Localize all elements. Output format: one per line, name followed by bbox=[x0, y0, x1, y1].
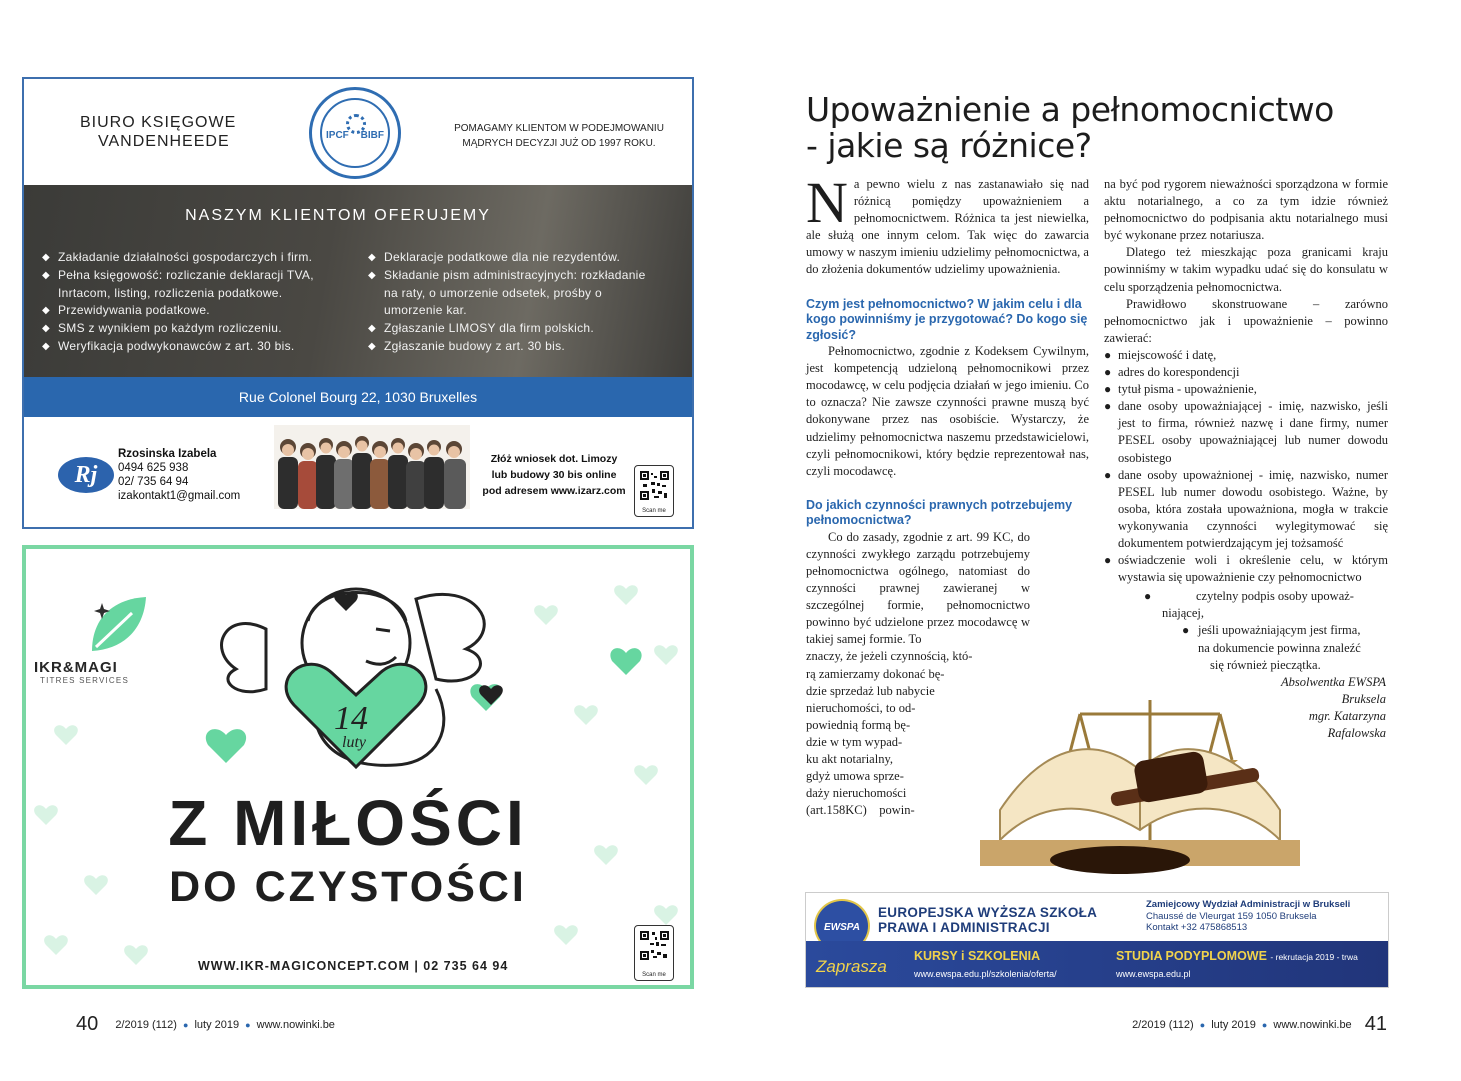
limozy-info: Złóż wniosek dot. Limozy lub budowy 30 bis online pod adresem www.izarz.com bbox=[482, 453, 626, 497]
cupid-heart-illustration bbox=[196, 569, 516, 779]
ewspa-courses: KURSY i SZKOLENIA bbox=[914, 949, 1041, 963]
diamond-icon: ◆ bbox=[368, 340, 376, 352]
dot-icon: ● bbox=[1261, 1020, 1268, 1030]
contact-phone: 02/ 735 64 94 bbox=[118, 476, 189, 488]
dropcap: N bbox=[806, 170, 848, 235]
site-link[interactable]: www.nowinki.be bbox=[256, 1019, 335, 1031]
wrapped-line: daży nieruchomości bbox=[806, 786, 907, 801]
heart-number: 14 bbox=[334, 700, 368, 737]
article-paragraph: Dlatego też mieszkając poza granicami kraju powinniśmy w takim wypadku udać się do konsulatu w celu sporządzenia pełnomocnictwa. bbox=[1104, 245, 1388, 294]
list-item: ● tytuł pisma - upoważnienie, bbox=[1104, 381, 1388, 398]
list-item: ● miejscowość i datę, bbox=[1104, 347, 1388, 364]
leaf-logo-icon bbox=[82, 589, 152, 659]
bullet-icon: ● bbox=[1104, 399, 1112, 414]
accounting-ad-header bbox=[24, 79, 692, 185]
cleaning-title-line2: DO CZYSTOŚCI bbox=[169, 863, 527, 911]
diamond-icon: ◆ bbox=[42, 340, 50, 352]
wrapped-line: dzie w tym wypad- bbox=[806, 734, 903, 749]
contact-email: izakontakt1@gmail.com bbox=[118, 490, 241, 502]
wrapped-line: nieruchomości, to od- bbox=[806, 700, 916, 715]
qr-code-icon[interactable]: Scan me bbox=[634, 465, 674, 517]
wrapped-line: gdyż umowa sprze- bbox=[806, 769, 904, 784]
list-item: ● oświadczenie woli i określenie celu, w którym wystawia się upoważnienie czy pełnomocnictwo bbox=[1104, 553, 1388, 585]
page-footer-right bbox=[1132, 1013, 1387, 1036]
wrapped-line: znaczy, że jeżeli czynnością, któ- bbox=[806, 649, 973, 664]
ewspa-invite: Zaprasza bbox=[816, 957, 887, 976]
ewspa-banner bbox=[805, 892, 1389, 988]
book-gavel-illustration bbox=[940, 690, 1392, 880]
page-footer-left bbox=[76, 1013, 335, 1036]
issue-month: luty 2019 bbox=[1211, 1019, 1256, 1031]
accounting-office-name: BIURO KSIĘGOWE VANDENHEEDE bbox=[80, 114, 237, 150]
wrapped-line: dzie sprzedaż lub nabycie bbox=[806, 683, 935, 698]
ipcf-bibf-seal-icon: IPCF BIBF bbox=[309, 87, 401, 179]
offer-list-left bbox=[40, 249, 360, 356]
article-bullet-list bbox=[1104, 347, 1388, 586]
article-paragraph: Co do zasady, zgodnie z art. 99 KC, do czynności zwykłego zarządu potrzebujemy pełnomocnictwa ogólnego, natomiast do czynności prawnej zawieranej w szczególnej formie, pełnomocnictwo powinno być udzielone przez mocodawcę w takiej samej formie. To bbox=[806, 529, 1030, 647]
wrapped-line: powiednią formą bę- bbox=[806, 717, 911, 732]
article-heading: Czym jest pełnomocnictwo? W jakim celu i dla kogo powinniśmy je przygotować? Do kogo się zgłosić? bbox=[806, 296, 1088, 342]
offer-item: ◆ Zgłaszanie budowy z art. 30 bis. bbox=[366, 338, 686, 356]
bullet-icon: ● bbox=[1104, 382, 1112, 397]
offer-item: ◆ Deklaracje podatkowe dla nie rezydentów. bbox=[366, 249, 686, 267]
offer-title: NASZYM KLIENTOM OFERUJEMY bbox=[185, 207, 491, 224]
offer-item: ◆ Składanie pism administracyjnych: rozkładanie na raty, o umorzenie odsetek, prośby o umorzenie kar. bbox=[368, 267, 646, 318]
dot-icon: ● bbox=[1199, 1020, 1206, 1030]
wrapped-line: ku akt notarialny, bbox=[806, 752, 894, 767]
bullet-icon: ● bbox=[1144, 589, 1152, 604]
accounting-ad-footer bbox=[24, 417, 692, 527]
ewspa-school-name: EUROPEJSKA WYŻSZA SZKOŁA PRAWA I ADMINISTRACJI bbox=[878, 905, 1098, 935]
offer-item: ◆ Zgłaszanie LIMOSY dla firm polskich. bbox=[366, 320, 686, 338]
rj-logo-icon: Rj bbox=[58, 457, 114, 493]
contact-name: Rzosinska Izabela bbox=[118, 448, 217, 460]
offer-item: ◆ SMS z wynikiem po każdym rozliczeniu. bbox=[40, 320, 360, 338]
wrapped-line: (art.158KC) powin- bbox=[806, 803, 915, 818]
accounting-ad bbox=[22, 77, 694, 529]
diamond-icon: ◆ bbox=[42, 305, 50, 317]
office-address: Rue Colonel Bourg 22, 1030 Bruxelles bbox=[24, 377, 692, 417]
article-intro: Na pewno wielu z nas zastanawiało się nad różnicą pomiędzy upoważnieniem a pełnomocnictwem. Różnica ta jest niewielka, ale służą one innym celom. Tak więc do zawarcia umowy w naszym imieniu udzielimy pełnomocnictwa, a do złożenia dokumentów udzielimy upoważnienia. bbox=[806, 170, 1089, 277]
bullet-icon: ● bbox=[1104, 467, 1112, 482]
offer-item: ◆ Przewidywania podatkowe. bbox=[40, 302, 360, 320]
issue-month: luty 2019 bbox=[194, 1019, 240, 1031]
cleaning-ad bbox=[22, 545, 694, 989]
offer-list-right bbox=[366, 249, 686, 356]
bullet-icon: ● bbox=[1104, 365, 1112, 380]
bullet-icon: ● bbox=[1182, 623, 1190, 638]
cleaning-web-phone: WWW.IKR-MAGICONCEPT.COM | 02 735 64 94 bbox=[198, 959, 509, 973]
qr-code-icon[interactable]: Scan me bbox=[634, 925, 674, 981]
diamond-icon: ◆ bbox=[368, 323, 376, 335]
heart-word: luty bbox=[342, 734, 366, 751]
issue-number: 2/2019 (112) bbox=[1132, 1019, 1194, 1031]
offer-item: ◆ Weryfikacja podwykonawców z art. 30 bis. bbox=[40, 338, 360, 356]
dot-icon: ● bbox=[245, 1020, 251, 1030]
list-item: ● dane osoby upoważniającej - imię, nazwisko, jeśli jest to firma, również nazwę i dane firmy, numer PESEL osoby upoważniającej lub numer dowodu osobistego bbox=[1104, 399, 1388, 465]
offer-item: ◆ Pełna księgowość: rozliczanie deklaracji TVA, Inrtacom, listing, rozliczenia podatkowe. bbox=[42, 267, 314, 300]
ewspa-postgrad: STUDIA PODYPLOMOWE - rekrutacja 2019 - trwa bbox=[1116, 949, 1358, 963]
article-paragraph: Pełnomocnictwo, zgodnie z Kodeksem Cywilnym, jest kompetencją udzieloną pełnomocnikowi przez mocodawcę, w celu podjęcia działań w jego imieniu. Co to oznacza? Nie zawsze czynności prawne muszą być dokonywane przez nas osobiście. Wystarczy, że udzielimy pełnomocnictwa naszemu przedstawicielowi, czyli pełnomocnikowi, który będzie reprezentował nas, czyli mocodawcę. bbox=[806, 344, 1089, 478]
ewspa-courses-link[interactable]: www.ewspa.edu.pl/szkolenia/oferta/ bbox=[914, 969, 1057, 979]
ikr-magi-logo: IKR&MAGI bbox=[34, 659, 118, 676]
bullet-icon: ● bbox=[1104, 347, 1112, 362]
ewspa-postgrad-link[interactable]: www.ewspa.edu.pl bbox=[1116, 969, 1191, 979]
list-item: ● jeśli upoważniającym jest firma, na dokumencie powinna znaleźć się również pieczątka. bbox=[1182, 623, 1361, 672]
list-item: ● dane osoby upoważnionej - imię, nazwisko, numer PESEL lub numer dowodu osobistego. Ważne, by osoba, która została upoważniona, mogła w trakcie wykonywania czynności wylegitymować się dokumentem potwierdzającym jej tożsamość bbox=[1104, 467, 1388, 550]
article-paragraph: Prawidłowo skonstruowane – zarówno pełnomocnictwo jak i upoważnienie – powinno zawierać: bbox=[1104, 296, 1388, 345]
issue-number: 2/2019 (112) bbox=[115, 1019, 177, 1031]
cleaning-title-line1: Z MIŁOŚCI bbox=[168, 787, 528, 859]
team-photo bbox=[274, 425, 470, 509]
page-number: 40 bbox=[76, 1013, 99, 1035]
contact-details bbox=[118, 447, 240, 503]
page-number: 41 bbox=[1364, 1013, 1387, 1035]
ewspa-offer-bar bbox=[806, 941, 1388, 988]
diamond-icon: ◆ bbox=[42, 269, 50, 281]
ewspa-logo-icon: EWSPA bbox=[814, 899, 870, 953]
list-item: ● adres do korespondencji bbox=[1104, 364, 1388, 381]
diamond-icon: ◆ bbox=[42, 252, 50, 263]
ikr-magi-subtitle: TITRES SERVICES bbox=[40, 676, 129, 685]
diamond-icon: ◆ bbox=[368, 252, 376, 263]
contact-phone: 0494 625 938 bbox=[118, 462, 189, 474]
article-heading: Do jakich czynności prawnych potrzebujemy pełnomocnictwa? bbox=[806, 497, 1073, 528]
site-link[interactable]: www.nowinki.be bbox=[1273, 1019, 1352, 1031]
ewspa-branch-info: Zamiejcowy Wydział Administracji w Brukseli Chaussé de Vleurgat 159 1050 Bruksela Kontakt +32 475868513 bbox=[1146, 899, 1351, 933]
ewspa-header bbox=[806, 893, 1388, 941]
wrapped-line: rą zamierzamy dokonać bę- bbox=[806, 666, 945, 681]
offer-panel bbox=[24, 185, 692, 377]
dot-icon: ● bbox=[182, 1020, 189, 1030]
article-paragraph: na być pod rygorem nieważności sporządzona w formie aktu notarialnego, a co za tym idzie również pełnomocnictwo do podpisania aktu notarialnego musi być wykonane przez notariusza. bbox=[1104, 177, 1388, 243]
article-title: Upoważnienie a pełnomocnictwo - jakie są różnice? bbox=[806, 90, 1334, 165]
accounting-slogan: POMAGAMY KLIENTOM W PODEJMOWANIU MĄDRYCH DECYZJI JUŻ OD 1997 ROKU. bbox=[454, 123, 664, 149]
article-signature: Absolwentka EWSPA Bruksela mgr. Katarzyna Rafalowska bbox=[1281, 674, 1386, 740]
list-item: ● czytelny podpis osoby upoważ- niającej, bbox=[1144, 589, 1354, 621]
diamond-icon: ◆ bbox=[42, 323, 50, 335]
bullet-icon: ● bbox=[1104, 553, 1112, 568]
offer-item: ◆ Zakładanie działalności gospodarczych i firm. bbox=[40, 249, 360, 267]
diamond-icon: ◆ bbox=[368, 269, 376, 281]
